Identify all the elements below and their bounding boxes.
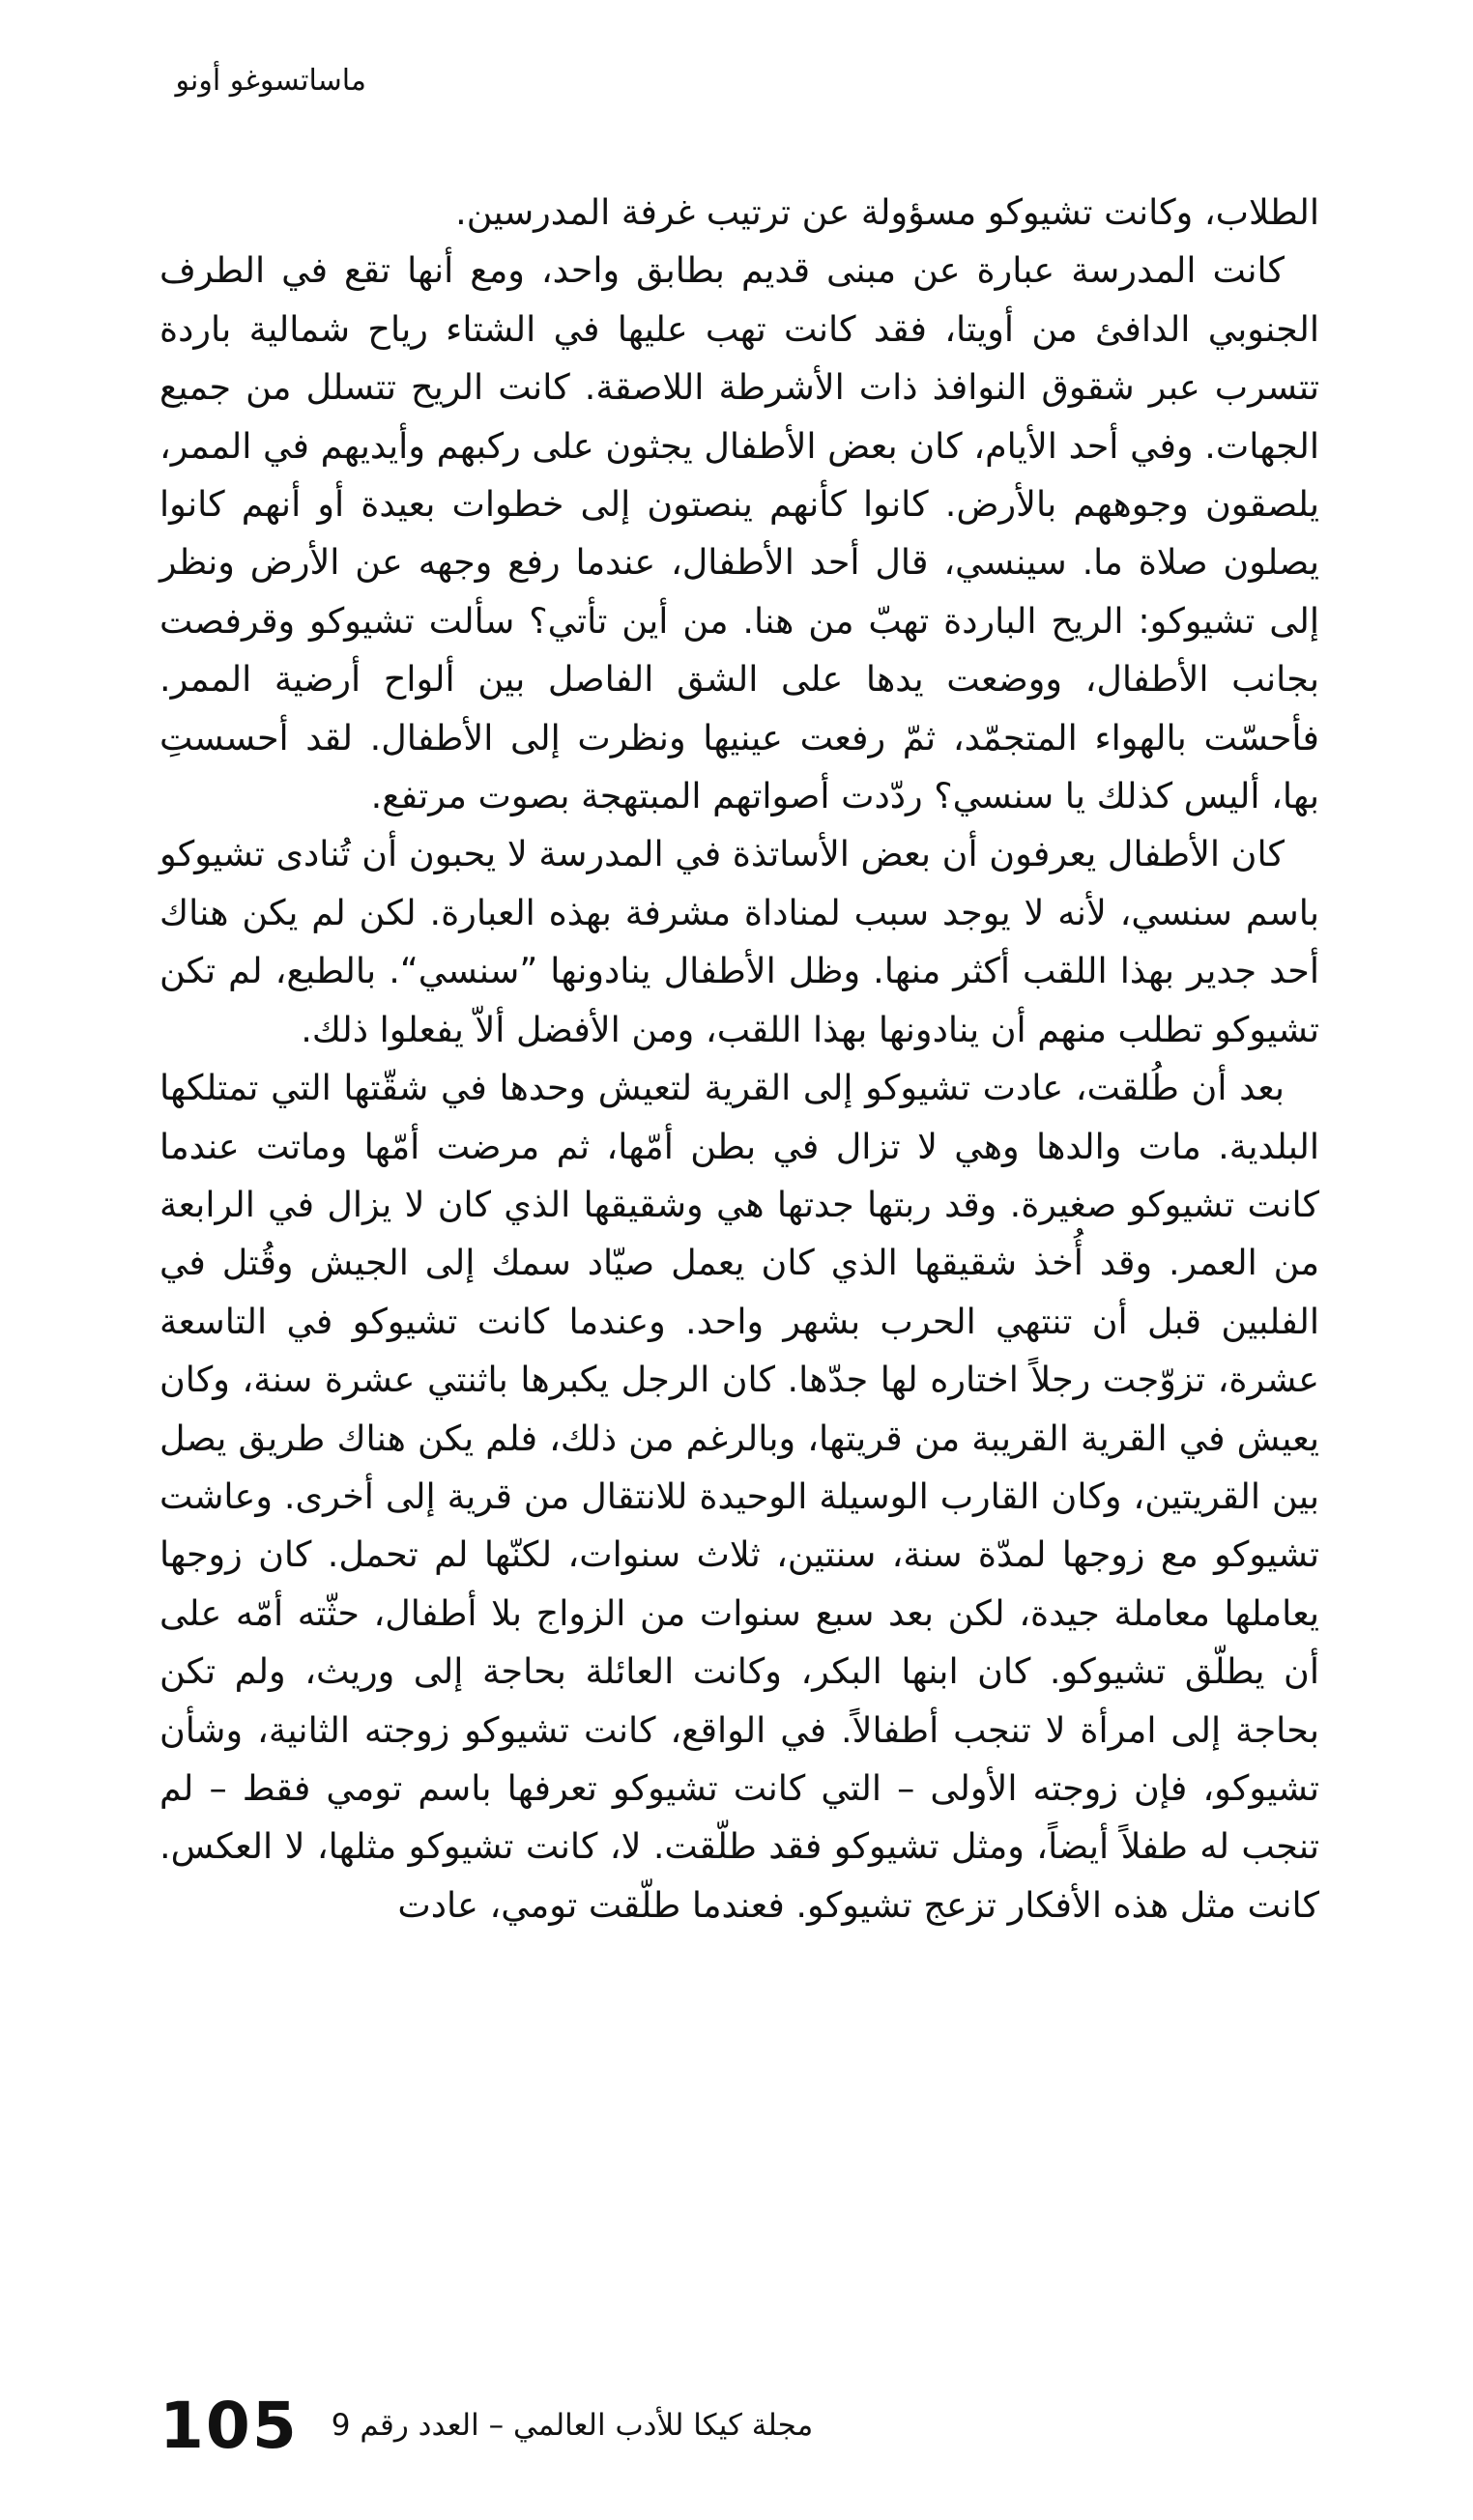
- running-header-author: ماساتسوغو أونو: [175, 64, 366, 98]
- paragraph-3: كان الأطفال يعرفون أن بعض الأساتذة في المدرسة لا يحبون أن تُنادى تشيوكو باسم سنسي، لأنه لا يوجد سبب لمناداة مشرفة بهذه العبارة. لكن لم يكن هناك أحد جدير بهذا اللقب أكثر منها. وظل الأطفال ينادونها ”سنسي“. بالطبع، لم تكن تشيوكو تطلب منهم أن ينادونها بهذا اللقب، ومن الأفضل ألاّ يفعلوا ذلك.: [159, 833, 1319, 1050]
- page-number: 105: [159, 2388, 299, 2463]
- paragraph-2: كانت المدرسة عبارة عن مبنى قديم بطابق واحد، ومع أنها تقع في الطرف الجنوبي الدافئ من أويتا، فقد كانت تهب عليها في الشتاء رياح شمالية باردة تتسرب عبر شقوق النوافذ ذات الأشرطة اللاصقة. كانت الريح تتسلل من جميع الجهات. وفي أحد الأيام، كان بعض الأطفال يجثون على ركبهم وأيديهم في الممر، يلصقون وجوههم بالأرض. كانوا كأنهم ينصتون إلى خطوات بعيدة أو أنهم كانوا يصلون صلاة ما. سينسي، قال أحد الأطفال، عندما رفع وجهه عن الأرض ونظر إلى تشيوكو: الريح الباردة تهبّ من هنا. من أين تأتي؟ سألت تشيوكو وقرفصت بجانب الأطفال، ووضعت يدها على الشق الفاصل بين ألواح أرضية الممر. فأحسّت بالهواء المتجمّد، ثمّ رفعت عينيها ونظرت إلى الأطفال. لقد أحسستِ بها، أليس كذلك يا سنسي؟ ردّدت أصواتهم المبتهجة بصوت مرتفع.: [159, 249, 1319, 817]
- paragraph-1: الطلاب، وكانت تشيوكو مسؤولة عن ترتيب غرفة المدرسين.: [455, 191, 1319, 233]
- paragraph-4: بعد أن طُلقت، عادت تشيوكو إلى القرية لتعيش وحدها في شقّتها التي تمتلكها البلدية. مات والدها وهي لا تزال في بطن أمّها، ثم مرضت أمّها وماتت عندما كانت تشيوكو صغيرة. وقد ربتها جدتها هي وشقيقها الذي كان لا يزال في الرابعة من العمر. وقد أُخذ شقيقها الذي كان يعمل صيّاد سمك إلى الجيش وقُتل في الفلبين قبل أن تنتهي الحرب بشهر واحد. وعندما كانت تشيوكو في التاسعة عشرة، تزوّجت رجلاً اختاره لها جدّها. كان الرجل يكبرها باثنتي عشرة سنة، وكان يعيش في القرية القريبة من قريتها، وبالرغم من ذلك، فلم يكن هناك طريق يصل بين القريتين، وكان القارب الوسيلة الوحيدة للانتقال من قرية إلى أخرى. وعاشت تشيوكو مع زوجها لمدّة سنة، سنتين، ثلاث سنوات، لكنّها لم تحمل. كان زوجها يعاملها معاملة جيدة، لكن بعد سبع سنوات من الزواج بلا أطفال، حثّته أمّه على أن يطلّق تشيوكو. كان ابنها البكر، وكانت العائلة بحاجة إلى وريث، ولم تكن بحاجة إلى امرأة لا تنجب أطفالاً. في الواقع، كانت تشيوكو زوجته الثانية، وشأن تشيوكو، فإن زوجته الأولى – التي كانت تشيوكو تعرفها باسم تومي فقط – لم تنجب له طفلاً أيضاً، ومثل تشيوكو فقد طلّقت. لا، كانت تشيوكو مثلها، لا العكس. كانت مثل هذه الأفكار تزعج تشيوكو. فعندما طلّقت تومي، عادت: [159, 1067, 1319, 1926]
- journal-title: مجلة كيكا للأدب العالمي – العدد رقم 9: [331, 2408, 814, 2443]
- page-footer: [159, 2387, 813, 2464]
- body-text: [159, 184, 1319, 1934]
